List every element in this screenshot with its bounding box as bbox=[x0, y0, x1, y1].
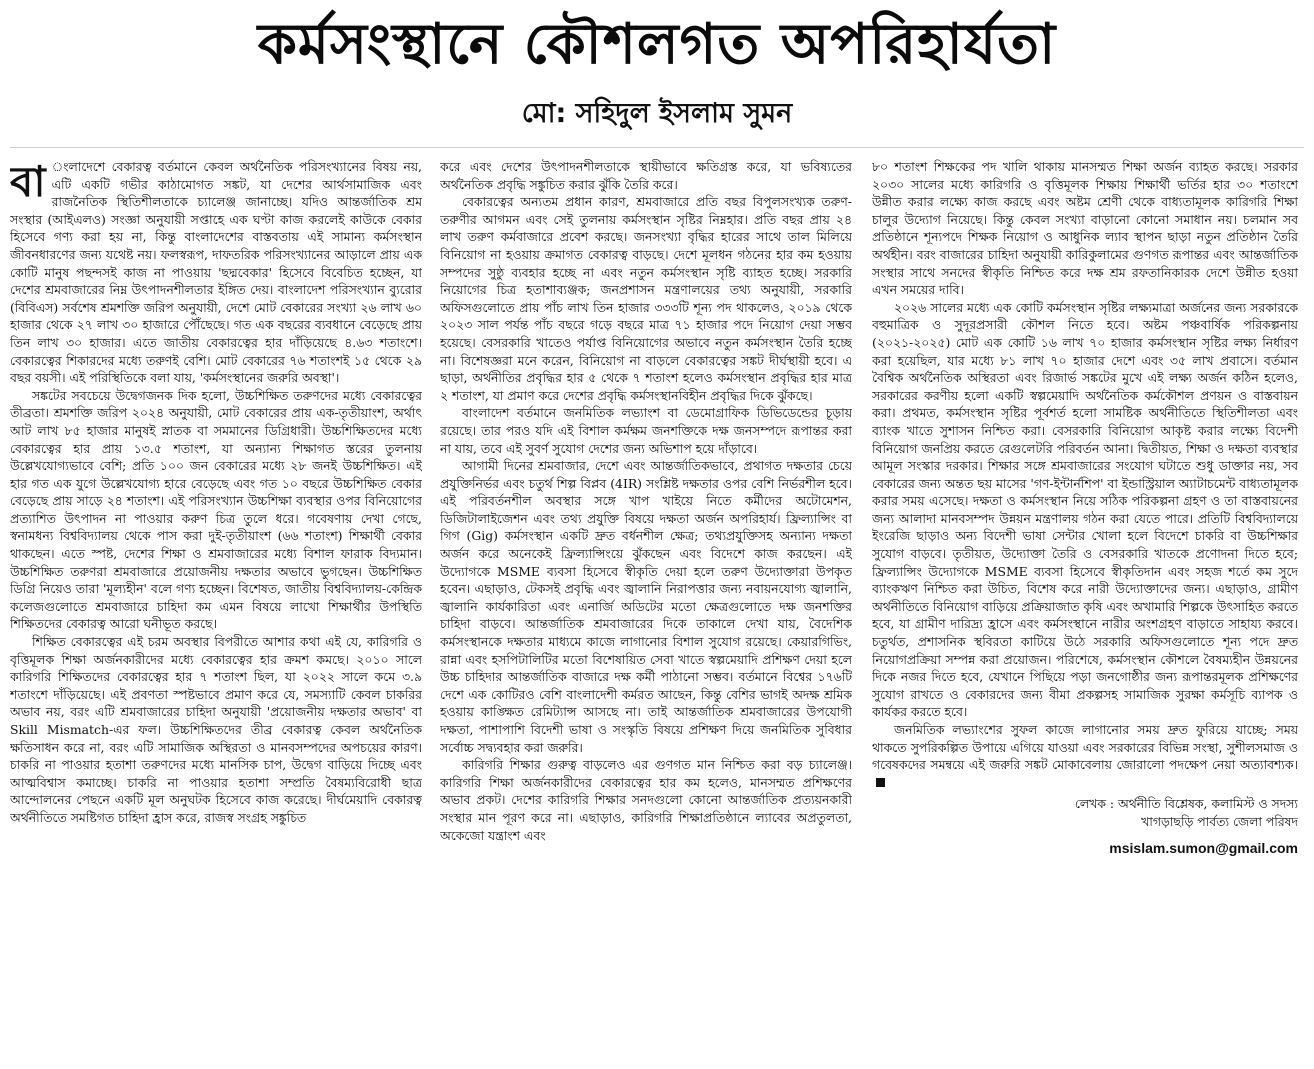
column-1 bbox=[10, 158, 422, 1066]
paragraph bbox=[10, 158, 422, 387]
byline: মো: সহিদুল ইসলাম সুমন bbox=[521, 98, 793, 129]
paragraph: ৮০ শতাংশ শিক্ষকের পদ খালি থাকায় মানসম্মত শিক্ষা অর্জন ব্যাহত করছে। সরকার ২০৩০ সালের মধ্যে কারিগরি ও বৃত্তিমূলক শিক্ষায় শিক্ষার্থী ভর্তির হার ৩০ শতাংশে উন্নীত করার লক্ষ্যে কাজ করছে এবং অষ্টম শ্রেণী থেকে বাধ্যতামূলক কারিগরি শিক্ষা চালুর উদ্যোগ নিয়েছে। কিন্তু কেবল সংখ্যা বাড়ানো কোনো সমাধান নয়। চলমান সব প্রতিষ্ঠানে শূন্যপদে শিক্ষক নিয়োগ ও আধুনিক ল্যাব স্থাপন ছাড়া নতুন প্রতিষ্ঠান তৈরি অর্থহীন। বরং বাজারের চাহিদা অনুযায়ী কারিকুলামের গুণগত রূপান্তর এবং আন্তর্জাতিক সংস্থার সাথে সনদের স্বীকৃতি নিশ্চিত করে দক্ষ শ্রম রফতানিকারক দেশে উন্নীত হওয়া এখন সময়ের দাবি। bbox=[872, 159, 1298, 298]
paragraph bbox=[872, 721, 1298, 791]
paragraph: আগামী দিনের শ্রমবাজার, দেশে এবং আন্তর্জাতিকভাবে, প্রথাগত দক্ষতার চেয়ে প্রযুক্তিনির্ভর এবং চতুর্থ শিল্প বিপ্লব (4IR) সংশ্লিষ্ট দক্ষতার ওপর বেশি নির্ভরশীল হবে। এই পরিবর্তনশীল অবস্থার সঙ্গে খাপ খাইয়ে নিতে কর্মীদের অটোমেশন, ডিজিটালাইজেশন এবং তথ্য প্রযুক্তি বিষয়ে দক্ষতা অর্জন অপরিহার্য। ফ্রিল্যান্সিং বা গিগ (Gig) কর্মসংস্থান একটি দ্রুত বর্ধনশীল ক্ষেত্র; তথ্যপ্রযুক্তিসহ অন্যান্য দক্ষতা অর্জন করে অনেকেই ফ্রিল্যান্সিংয়ে ঝুঁকছেন এবং বিদেশে কাজ করছেন। এই উদ্যোগকে MSME ব্যবসা হিসেবে স্বীকৃতি দেয়া হলে তরুণ উদ্যোক্তারা উপকৃত হবেন। এছাড়াও, টেকসই প্রবৃদ্ধি এবং জ্বালানি নিরাপত্তার জন্য নবায়নযোগ্য জ্বালানি, জ্বালানি কার্যকারিতা এবং এনার্জি অডিটের মতো ক্ষেত্রগুলোতে দক্ষ জনশক্তির চাহিদা বাড়বে। আন্তর্জাতিক শ্রমবাজারের দিকে তাকালে দেখা যায়, বৈদেশিক কর্মসংস্থানকে দক্ষতার মাধ্যমে কাজে লাগানোর বিশাল সুযোগ রয়েছে। কেয়ারগিভিং, রান্না এবং হসপিটালিটির মতো বিশেষায়িত সেবা খাতে স্বল্পমেয়াদি প্রশিক্ষণ দেয়া হলে উচ্চ চাহিদার আন্তর্জাতিক বাজারে দক্ষ কর্মী পাঠানো সম্ভব। বর্তমানে বিশ্বের ১৭৬টি দেশে এক কোটিরও বেশি বাংলাদেশী কর্মরত আছেন, কিন্তু বেশির ভাগই অদক্ষ শ্রমিক হওয়ায় কাঙ্ক্ষিত রেমিট্যান্স আসছে না। তাই আন্তর্জাতিক শ্রমবাজারের উপযোগী দক্ষতা, পাশাপাশি বিদেশী ভাষা ও সংস্কৃতি বিষয়ে প্রশিক্ষণ দিয়ে জনমিতিক সুবিধার সর্বোচ্চ সদ্ব্যবহার করা জরুরি। bbox=[440, 458, 852, 755]
header-divider bbox=[10, 147, 1304, 148]
end-mark-icon bbox=[876, 778, 885, 787]
paragraph: করে এবং দেশের উৎপাদনশীলতাকে স্থায়ীভাবে ক্ষতিগ্রস্ত করে, যা ভবিষ্যতের অর্থনৈতিক প্রবৃদ্ধি সঙ্কুচিত করার ঝুঁকি তৈরি করে। bbox=[440, 159, 852, 192]
paragraph: শিক্ষিত বেকারত্বের এই চরম অবস্থার বিপরীতে আশার কথা এই যে, কারিগরি ও বৃত্তিমূলক শিক্ষা অর্জনকারীদের মধ্যে বেকারত্বের হার ক্রমশ কমছে। ২০১০ সালে কারিগরি শিক্ষিতদের বেকারত্বের হার ৭ শতাংশ ছিল, যা ২০২২ সালে কমে ৩.৯ শতাংশে দাঁড়িয়েছে। এই প্রবণতা স্পষ্টভাবে প্রমাণ করে যে, সমস্যাটি কেবল চাকরির অভাব নয়, বরং এটি শ্রমবাজারের চাহিদা অনুযায়ী 'প্রয়োজনীয় দক্ষতার অভাব' বা Skill Mismatch-এর ফল। উচ্চশিক্ষিতদের তীব্র বেকারত্ব কেবল অর্থনৈতিক ক্ষতিসাধন করে না, বরং এটি সামাজিক অস্থিরতা ও মানবসম্পদের অপচয়ের কারণ। চাকরি না পাওয়ার হতাশা তরুণদের মধ্যে মানসিক চাপ, উদ্বেগ বাড়িয়ে দিচ্ছে এবং আত্মবিশ্বাস কমাচ্ছে। চাকরি না পাওয়ার হতাশা সম্প্রতি বৈষম্যবিরোধী ছাত্র আন্দোলনের পেছনে একটি মূল অনুঘটক হিসেবে কাজ করেছে। দীর্ঘমেয়াদি বেকারত্ব অর্থনীতিতে সমষ্টিগত চাহিদা হ্রাস করে, রাজস্ব সংগ্রহ সঙ্কুচিত bbox=[10, 634, 422, 825]
paragraph: ২০২৬ সালের মধ্যে এক কোটি কর্মসংস্থান সৃষ্টির লক্ষ্যমাত্রা অর্জনের জন্য সরকারকে বহুমাত্রিক ও সুদূরপ্রসারী কৌশল নিতে হবে। অষ্টম পঞ্চবার্ষিক পরিকল্পনায় (২০২১-২০২৫) মোট এক কোটি ১৬ লাখ ৭০ হাজার কর্মসংস্থান সৃষ্টির লক্ষ্য নির্ধারণ করা হয়েছিল, যার মধ্যে ৮১ লাখ ৭০ হাজার দেশে এবং ৩৫ লাখ প্রবাসে। বর্তমান বৈশ্বিক অর্থনৈতিক অস্থিরতা এবং রিজার্ভ সঙ্কটের মুখে এই লক্ষ্য অর্জন কঠিন হলেও, সরকারের করণীয় হলো একটি স্বল্পমেয়াদি অর্থনৈতিক কর্মকৌশল প্রণয়ন ও বাস্তবায়ন করা। প্রথমত, কর্মসংস্থান সৃষ্টির পূর্বশর্ত হলো সামষ্টিক অর্থনীতিতে স্থিতিশীলতা এবং ব্যাংক খাতে সুশাসন নিশ্চিত করা। বেসরকারি বিনিয়োগ আকৃষ্ট করার লক্ষ্যে বিদেশী বিনিয়োগ জনপ্রিয় করতে রেগুলেটরি পরিবর্তন আনা। দ্বিতীয়ত, শিক্ষা ও দক্ষতা ব্যবস্থার আমূল সংস্কার দরকার। শিক্ষার সঙ্গে শ্রমবাজারের সংযোগ ঘটাতে শুধু ডাক্তার নয়, সব বেকারের জন্য অন্তত ছয় মাসের 'গণ-ইন্টার্নশিপ' বা ইন্ডাস্ট্রিয়াল অ্যাটাচমেন্ট বাধ্যতামূলক করার সময় এসেছে। দক্ষতা ও কর্মসংস্থান নিয়ে সঠিক পরিকল্পনা গ্রহণ ও তা বাস্তবায়নের জন্য আলাদা মানবসম্পদ উন্নয়ন মন্ত্রণালয় গঠন করা যেতে পারে। প্রতিটি বিশ্ববিদ্যালয়ে ইংরেজি ছাড়াও অন্য বিদেশী ভাষা সেন্টার খোলা হলে বিদেশে চাকরি বা উচ্চশিক্ষার সুযোগ বাড়বে। তৃতীয়ত, উদ্যোক্তা তৈরি ও বেসরকারি খাতকে প্রণোদনা দিতে হবে; ফ্রিল্যান্সিং উদ্যোগকে MSME ব্যবসা হিসেবে স্বীকৃতিদান এবং সহজ শর্তে কম সুদে ব্যাংকঋণ নিশ্চিত করা উচিত, বিশেষ করে নারী উদ্যোক্তাদের জন্য। এছাড়াও, গ্রামীণ অর্থনীতিতে বিনিয়োগ বাড়িয়ে প্রক্রিয়াজাত কৃষি এবং অখামারি শিল্পকে উৎসাহিত করতে হবে, যা গ্রামীণ দারিদ্র্য হ্রাসে এবং কর্মসংস্থানে নারীর অংশগ্রহণ বাড়াতে সাহায্য করবে। চতুর্থত, প্রশাসনিক স্থবিরতা কাটিয়ে উঠে সরকারি অফিসগুলোতে শূন্য পদে দ্রুত নিয়োগপ্রক্রিয়া সম্পন্ন করা প্রয়োজন। পরিশেষে, কর্মসংস্থান কৌশলে বৈষম্যহীন উন্নয়নের দিকে নজর দিতে হবে, যেখানে পিছিয়ে পড়া জনগোষ্ঠীর জন্য রূপান্তরমূলক প্রশিক্ষণের সুযোগ রাখতে ও বেকারদের জন্য বীমা প্রকল্পসহ সামাজিক সুরক্ষা কর্মসূচি ব্যাপক ও কার্যকর করতে হবে। bbox=[872, 299, 1298, 720]
paragraph: সঙ্কটের সবচেয়ে উদ্বেগজনক দিক হলো, উচ্চশিক্ষিত তরুণদের মধ্যে বেকারত্বের তীব্রতা। শ্রমশক্তি জরিপ ২০২৪ অনুযায়ী, মোট বেকারের প্রায় এক-তৃতীয়াংশ, অর্থাৎ আট লাখ ৮৫ হাজার মানুষই স্নাতক বা সমমানের ডিগ্রিধারী। উচ্চশিক্ষিতদের মধ্যে বেকারত্বের হার প্রায় ১৩.৫ শতাংশ, যা অন্যান্য শিক্ষাগত স্তরের তুলনায় উল্লেখযোগ্যভাবে বেশি; প্রতি ১০০ জন বেকারের মধ্যে ২৮ জনই উচ্চশিক্ষিত। এই হার গত এক যুগে উল্লেখযোগ্য হারে বেড়েছে এবং গত ১০ বছরে উচ্চশিক্ষিত বেকার বেড়েছে প্রায় সাড়ে ২৪ শতাংশ। এই পরিসংখ্যান উচ্চশিক্ষা ব্যবস্থার ওপর বিনিয়োগের প্রত্যাশিত উৎপাদন না পাওয়ার করুণ চিত্র তুলে ধরে। গবেষণায় দেখা গেছে, স্বনামধন্য বিশ্ববিদ্যালয় থেকে পাস করা দুই-তৃতীয়াংশ (৬৬ শতাংশ) শিক্ষার্থী বেকার থাকছেন। এতে স্পষ্ট, দেশের শিক্ষা ও শ্রমবাজারের মধ্যে বিশাল ফারাক বিদ্যমান। উচ্চশিক্ষিত তরুণরা শ্রমবাজারে প্রয়োজনীয় দক্ষতার অভাবে ভুগছেন। উচ্চশিক্ষিত ডিগ্রি নিয়েও তারা 'মূল্যহীন' বলে গণ্য হচ্ছেন। বিশেষত, জাতীয় বিশ্ববিদ্যালয়-কেন্দ্রিক কলেজগুলোতে শ্রমবাজারে চাহিদা কম এমন বিষয়ে লাখো শিক্ষার্থীর উপস্থিতি শিক্ষিতদের বেকারত্ব আরো ঘনীভূত করছে। bbox=[10, 387, 422, 632]
column-2 bbox=[440, 158, 852, 1066]
paragraph-text: ংলাদেশে বেকারত্ব বর্তমানে কেবল অর্থনৈতিক পরিসংখ্যানের বিষয় নয়, এটি একটি গভীর কাঠামোগত সঙ্কট, যা দেশের আর্থসামাজিক এবং রাজনৈতিক স্থিতিশীলতাকে চ্যালেঞ্জ জানাচ্ছে। যদিও আন্তর্জাতিক শ্রম সংস্থার (আইএলও) সংজ্ঞা অনুযায়ী সপ্তাহে এক ঘণ্টা কাজ করলেই কাউকে বেকার হিসেবে গণ্য করা হয় না, কিন্তু বাংলাদেশের বাস্তবতায় এই সামান্য কর্মসংস্থান জীবনধারণের জন্য যথেষ্ট নয়। ফলস্বরূপ, দাফতরিক পরিসংখ্যানের আড়ালে প্রায় এক কোটি মানুষ পছন্দসই কাজ না পাওয়ায় 'ছদ্মবেকার' হিসেবে বিবেচিত হচ্ছেন, যা দেশের শ্রমবাজারের নিম্ন উৎপাদনশীলতার ইঙ্গিত দেয়। বাংলাদেশ পরিসংখ্যান ব্যুরোর (বিবিএস) সর্বশেষ শ্রমশক্তি জরিপ অনুযায়ী, দেশে মোট বেকারের সংখ্যা ২৬ লাখ ৬০ হাজার থেকে ২৭ লাখ ৩০ হাজারে পৌঁছেছে। গত এক বছরের ব্যবধানে বেড়েছে প্রায় তিন লাখ ৩০ হাজার। এতে জাতীয় বেকারত্বের হার দাঁড়িয়েছে ৪.৬৩ শতাংশে। বেকারত্বের শিকারদের মধ্যে তরুণই বেশি। মোট বেকারের ৭৬ শতাংশই ১৫ থেকে ২৯ বছর বয়সী। এই পরিস্থিতিকে বলা যায়, 'কর্মসংস্থানের জরুরি অবস্থা'। bbox=[10, 159, 422, 386]
paragraph: বেকারত্বের অন্যতম প্রধান কারণ, শ্রমবাজারে প্রতি বছর বিপুলসংখ্যক তরুণ-তরুণীর আগমন এবং সেই তুলনায় কর্মসংস্থান সৃষ্টির নিম্নহার। প্রতি বছর প্রায় ২৪ লাখ তরুণ কর্মবাজারে প্রবেশ করছে। জনসংখ্যা বৃদ্ধির হারের সাথে তাল মিলিয়ে বিনিয়োগ না হওয়ায় ক্রমাগত বেকারত্ব বাড়ছে। দেশে মূলধন গঠনের হার কম হওয়ায় সম্পদের সুষ্ঠু ব্যবহার হচ্ছে না এবং নতুন কর্মসংস্থান সৃষ্টি ব্যাহত হচ্ছে। সরকারি নিয়োগের চিত্র হতাশাব্যঞ্জক; জনপ্রশাসন মন্ত্রণালয়ের তথ্য অনুযায়ী, সরকারি অফিসগুলোতে প্রায় পাঁচ লাখ তিন হাজার ৩৩৩টি শূন্য পদ থাকলেও, ২০১৯ থেকে ২০২৩ সাল পর্যন্ত পাঁচ বছরে গড়ে বছরে মাত্র ৭১ হাজার পদে নিয়োগ দেয়া সম্ভব হয়েছে। বেসরকারি খাতেও পর্যাপ্ত বিনিয়োগের অভাবে নতুন কর্মসংস্থান তৈরি হচ্ছে না। বিশেষজ্ঞরা মনে করেন, বিনিয়োগ না বাড়লে বেকারত্বের সঙ্কট দীর্ঘস্থায়ী হবে। এ ছাড়া, অর্থনীতির প্রবৃদ্ধির হার ৫ থেকে ৭ শতাংশ হলেও কর্মসংস্থান প্রবৃদ্ধির হার মাত্র ২ শতাংশ, যা প্রমাণ করে দেশের প্রবৃদ্ধি কর্মসংস্থানবিহীন প্রবৃদ্ধির দিকে ঝুঁকছে। bbox=[440, 194, 852, 403]
paragraph: কারিগরি শিক্ষার গুরুত্ব বাড়লেও এর গুণগত মান নিশ্চিত করা বড় চ্যালেঞ্জ। কারিগরি শিক্ষা অর্জনকারীদের বেকারত্বের হার কম হলেও, মানসম্মত প্রশিক্ষণের অভাব প্রকট। দেশের কারিগরি শিক্ষার সনদগুলো কোনো আন্তর্জাতিক প্রত্যয়নকারী সংস্থার মান পূরণ করে না। এছাড়াও, কারিগরি শিক্ষাপ্রতিষ্ঠানে ল্যাবের অপ্রতুলতা, অকেজো যন্ত্রাংশ এবং bbox=[440, 757, 852, 843]
headline: কর্মসংস্থানে কৌশলগত অপরিহার্যতা bbox=[257, 12, 1057, 77]
column-3 bbox=[872, 158, 1298, 1066]
author-email[interactable]: msislam.sumon@gmail.com bbox=[1109, 839, 1298, 856]
author-line: খাগড়াছড়ি পার্বত্য জেলা পরিষদ bbox=[1141, 813, 1298, 829]
author-note bbox=[872, 795, 1298, 830]
paragraph: বাংলাদেশ বর্তমানে জনমিতিক লভ্যাংশ বা ডেমোগ্রাফিক ডিভিডেন্ডের চূড়ায় রয়েছে। তার পরও যদি এই বিশাল কর্মক্ষম জনশক্তিকে দক্ষ জনসম্পদে রূপান্তর করা না যায়, তবে এই সুবর্ণ সুযোগ দেশের জন্য অভিশাপ হয়ে দাঁড়াবে। bbox=[440, 405, 852, 456]
dropcap: বা bbox=[10, 158, 46, 206]
paragraph-text: জনমিতিক লভ্যাংশের সুফল কাজে লাগানোর সময় দ্রুত ফুরিয়ে যাচ্ছে; সময় থাকতে সুপরিকল্পিত উপায়ে এগিয়ে যাওয়া এবং সরকারের বিভিন্ন সংস্থা, সুশীলসমাজ ও গবেষকদের সমন্বয়ে এই জরুরি সঙ্কট মোকাবেলায় জোরালো পদক্ষেপ নেয়া অত্যাবশ্যক। bbox=[872, 722, 1298, 773]
author-line: লেখক : অর্থনীতি বিশ্লেষক, কলামিস্ট ও সদস্য bbox=[1074, 796, 1298, 812]
